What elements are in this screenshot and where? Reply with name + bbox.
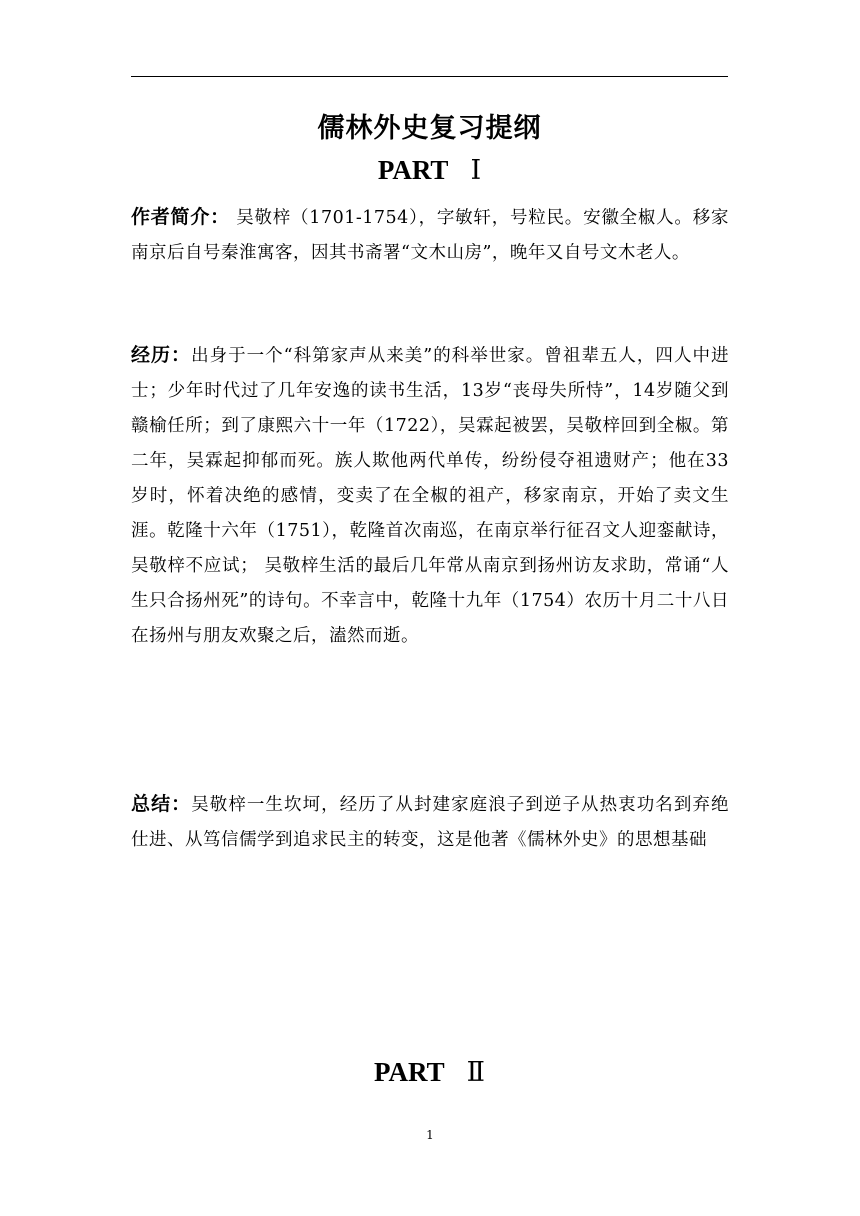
summary-text: 吴敬梓一生坎坷，经历了从封建家庭浪子到逆子从热衷功名到弃绝仕进、从笃信儒学到追求民主的转变，这是他著《儒林外史》的思想基础 [131, 795, 729, 850]
summary-section [131, 787, 729, 858]
header-rule [131, 76, 728, 77]
author-intro-label: 作者简介： [131, 206, 230, 228]
document-title: 儒林外史复习提纲 [317, 113, 542, 144]
part-two-word: PART [374, 1057, 445, 1087]
experience-text: 出身于一个“科第家声从来美”的科举世家。曾祖辈五人，四人中进士；少年时代过了几年安逸的读书生活，13岁“丧母失所恃”，14岁随父到赣榆任所；到了康熙六十一年（1722），吴霖起被罢，吴敬梓回到全椒。第二年，吴霖起抑郁而死。族人欺他两代单传，纷纷侵夺祖遗财产；他在33岁时，怀着决绝的感情，变卖了在全椒的祖产，移家南京，开始了卖文生涯。乾隆十六年（1751），乾隆首次南巡，在南京举行征召文人迎銮献诗，吴敬梓不应试； 吴敬梓生活的最后几年常从南京到扬州访友求助，常诵“人生只合扬州死”的诗句。不幸言中，乾隆十九年（1754）农历十月二十八日在扬州与朋友欢聚之后，溘然而逝。 [131, 346, 729, 646]
part-one-word: PART [377, 155, 449, 185]
part-two-numeral: Ⅱ [466, 1057, 485, 1087]
author-intro-text: 吴敬梓（1701-1754），字敏轩，号粒民。安徽全椒人。移家南京后自号秦淮寓客，因其书斋署“文木山房”，晚年又自号文木老人。 [131, 208, 729, 263]
part-one-heading [131, 155, 728, 186]
experience-label: 经历： [131, 344, 192, 366]
part-one-numeral: Ⅰ [470, 155, 482, 185]
author-intro-section [131, 200, 729, 271]
part-two-heading [131, 1057, 728, 1088]
summary-label: 总结： [131, 793, 192, 815]
page-number: 1 [426, 1128, 434, 1142]
experience-section [131, 338, 729, 654]
